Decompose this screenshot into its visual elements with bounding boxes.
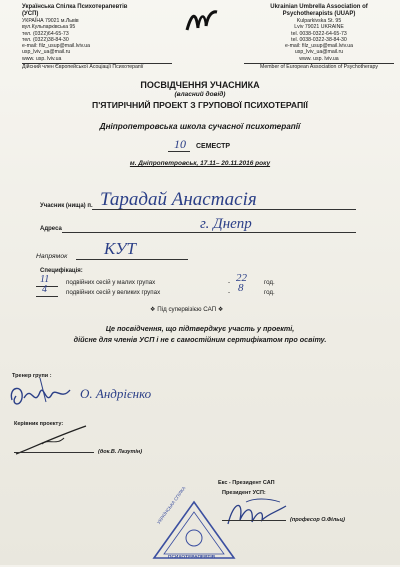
member-line-en: Member of European Association of Psychotherapy	[244, 63, 394, 70]
project-title: П'ЯТИРІЧНИЙ ПРОЕКТ З ГРУПОВОЇ ПСИХОТЕРАПІЇ	[92, 100, 308, 110]
org-abbr-ua: (УСП)	[22, 11, 39, 17]
phone-line1: тел. (0322)64-65-73	[22, 30, 69, 37]
certificate-page: Українська Спілка Психотерапевтів (УСП) УКРАЇНА 79021 м.Львів вул.Кульпарківська 95 тел. (0322)64-65-73 тел. (0322)38-84-30 e-mail: filz_usup@mail.lviv.ua usp_lviv_ua@mail.ru www. usp. lviv.ua Дійсний член Європейської Асоціації Психотерапії Ukrainian Umbrella Association of Psychotherapists (UUAP) Kulparkivska St. 95 Lviv 79021 UKRAINE tel. 0038-0322-64-65-73 tel. 0038-0322-38-84-30 e-mail: filz_usup@mail.lviv.ua usp_lviv_ua@mail.ru www. usp. lviv.ua Member of European Association of Psychotherapy ПОСВІДЧЕННЯ УЧАСНИКА (власний довід) П'ЯТИРІЧНИЙ ПРОЕКТ З ГРУПОВОЇ ПСИХОТЕРАПІЇ Дніпропетровська школа сучасної психотерапії 10 СЕМЕСТР м. Дніпропетровськ, 17.11– 20.11.2016 року Учасник (нища) п. Тарадай Анастасія Адреса г. Днепр Напрямок КУТ Специфікація: 11 подвійних сесій у малих групах - 22 год. 4 подвійних сесій у великих групах - 8 год. ❖ Під супервізією САП ❖ Це посвідчення, що підтверджує участь у проекті, дійсне для членів УСП і не є самостійним сертифікатом про освіту. Тренер групи : О. Андрієнко Керівник проекту: (док.В. Лазутін) Екс - Президент САП Президент УСП: УКРАЇНСЬКА СПІЛКА ПСИХОТЕРАПЕВТІВ (професор О.Фільц)	[0, 0, 400, 565]
email-line1-en: e-mail: filz_usup@mail.lviv.ua	[284, 43, 354, 50]
member-line: Дійсний член Європейської Асоціації Психотерапії	[22, 63, 172, 70]
address-line1: УКРАЇНА 79021 м.Львів	[22, 18, 79, 24]
email-line2: usp_lviv_ua@mail.ru	[22, 49, 71, 56]
diamond-icon: ❖	[217, 306, 224, 313]
certificate-title: ПОСВІДЧЕННЯ УЧАСНИКА	[140, 80, 260, 90]
spec-row1-unit: год.	[264, 279, 275, 286]
web-line: www. usp. lviv.ua	[22, 55, 62, 62]
spec-row1-count: 11	[40, 274, 50, 285]
address-value: г. Днепр	[200, 216, 252, 232]
semester-number: 10	[174, 137, 186, 151]
header-left	[22, 4, 172, 70]
project-head-signature	[12, 424, 92, 460]
header-right	[244, 4, 394, 70]
certificate-subtitle: (власний довід)	[174, 91, 226, 98]
supervision-text: Під супервізією САП	[157, 306, 217, 313]
date-place: м. Дніпропетровськ, 17.11– 20.11.2016 року	[129, 160, 271, 167]
spec-row2-unit: год.	[264, 289, 275, 296]
spec-row2-hours: 8	[238, 282, 244, 294]
exec-president-label: Екс - Президент САП	[218, 480, 275, 486]
president-label: Президент УСП:	[222, 490, 266, 496]
president-signature	[224, 496, 290, 530]
org-name-ua: Українська Спілка Психотерапевтів	[22, 4, 128, 10]
project-head-name: (док.В. Лазутін)	[98, 449, 143, 455]
org-name-en: Ukrainian Umbrella Association of	[270, 4, 368, 10]
statement-line2: дійсне для членів УСП і не є самостійним сертифікатом про освіту.	[73, 335, 327, 344]
address-line2: вул.Кульпарківська 95	[22, 24, 76, 31]
spec-row1-text: подвійних сесій у малих групах	[66, 279, 156, 286]
trainer-label: Тренер групи :	[12, 373, 52, 379]
participant-name: Тарадай Анастасія	[100, 189, 257, 210]
spec-label: Специфікація:	[40, 268, 83, 274]
stamp-text-bottom: ПСИХОТЕРАПЕВТІВ	[168, 555, 216, 560]
address-line2-en: Lviv 79021 UKRAINE	[294, 24, 344, 31]
statement-line1: Це посвідчення, що підтверджує участь у проекті,	[105, 324, 295, 333]
direction-value: КУТ	[104, 239, 136, 258]
trainer-signature	[6, 378, 78, 414]
spec-row2-text: подвійних сесій у великих групах	[66, 289, 161, 296]
supervision-line	[150, 306, 223, 313]
school-name: Дніпропетровська школа сучасної психотерапії	[99, 122, 301, 131]
org-abbr-en: Psychotherapists (UUAP)	[282, 11, 356, 17]
direction-label: Напрямок	[36, 253, 68, 260]
address-line1-en: Kulparkivska St. 95	[296, 18, 342, 24]
semester-label: СЕМЕСТР	[196, 143, 231, 150]
spec-row2-count: 4	[42, 284, 47, 295]
web-line-en: www. usp. lviv.ua	[299, 55, 339, 62]
president-name: (професор О.Фільц)	[290, 517, 345, 523]
association-logo	[184, 8, 220, 34]
project-head-label: Керівник проекту:	[14, 421, 64, 427]
participant-label: Учасник (нища) п.	[40, 203, 93, 209]
phone-line1-en: tel. 0038-0322-64-65-73	[291, 30, 347, 37]
trainer-signed-name: О. Андрієнко	[80, 386, 152, 401]
phone-line2-en: tel. 0038-0322-38-84-30	[291, 36, 347, 43]
diamond-icon: ❖	[150, 306, 156, 313]
spec-row1-hours: 22	[236, 272, 247, 284]
stamp-text-top: УКРАЇНСЬКА СПІЛКА	[156, 485, 187, 525]
address-label: Адреса	[40, 226, 62, 232]
email-line1: e-mail: filz_usup@mail.lviv.ua	[22, 43, 91, 50]
email-line2-en: usp_lviv_ua@mail.ru	[294, 49, 344, 56]
phone-line2: тел. (0322)38-84-30	[22, 36, 69, 43]
